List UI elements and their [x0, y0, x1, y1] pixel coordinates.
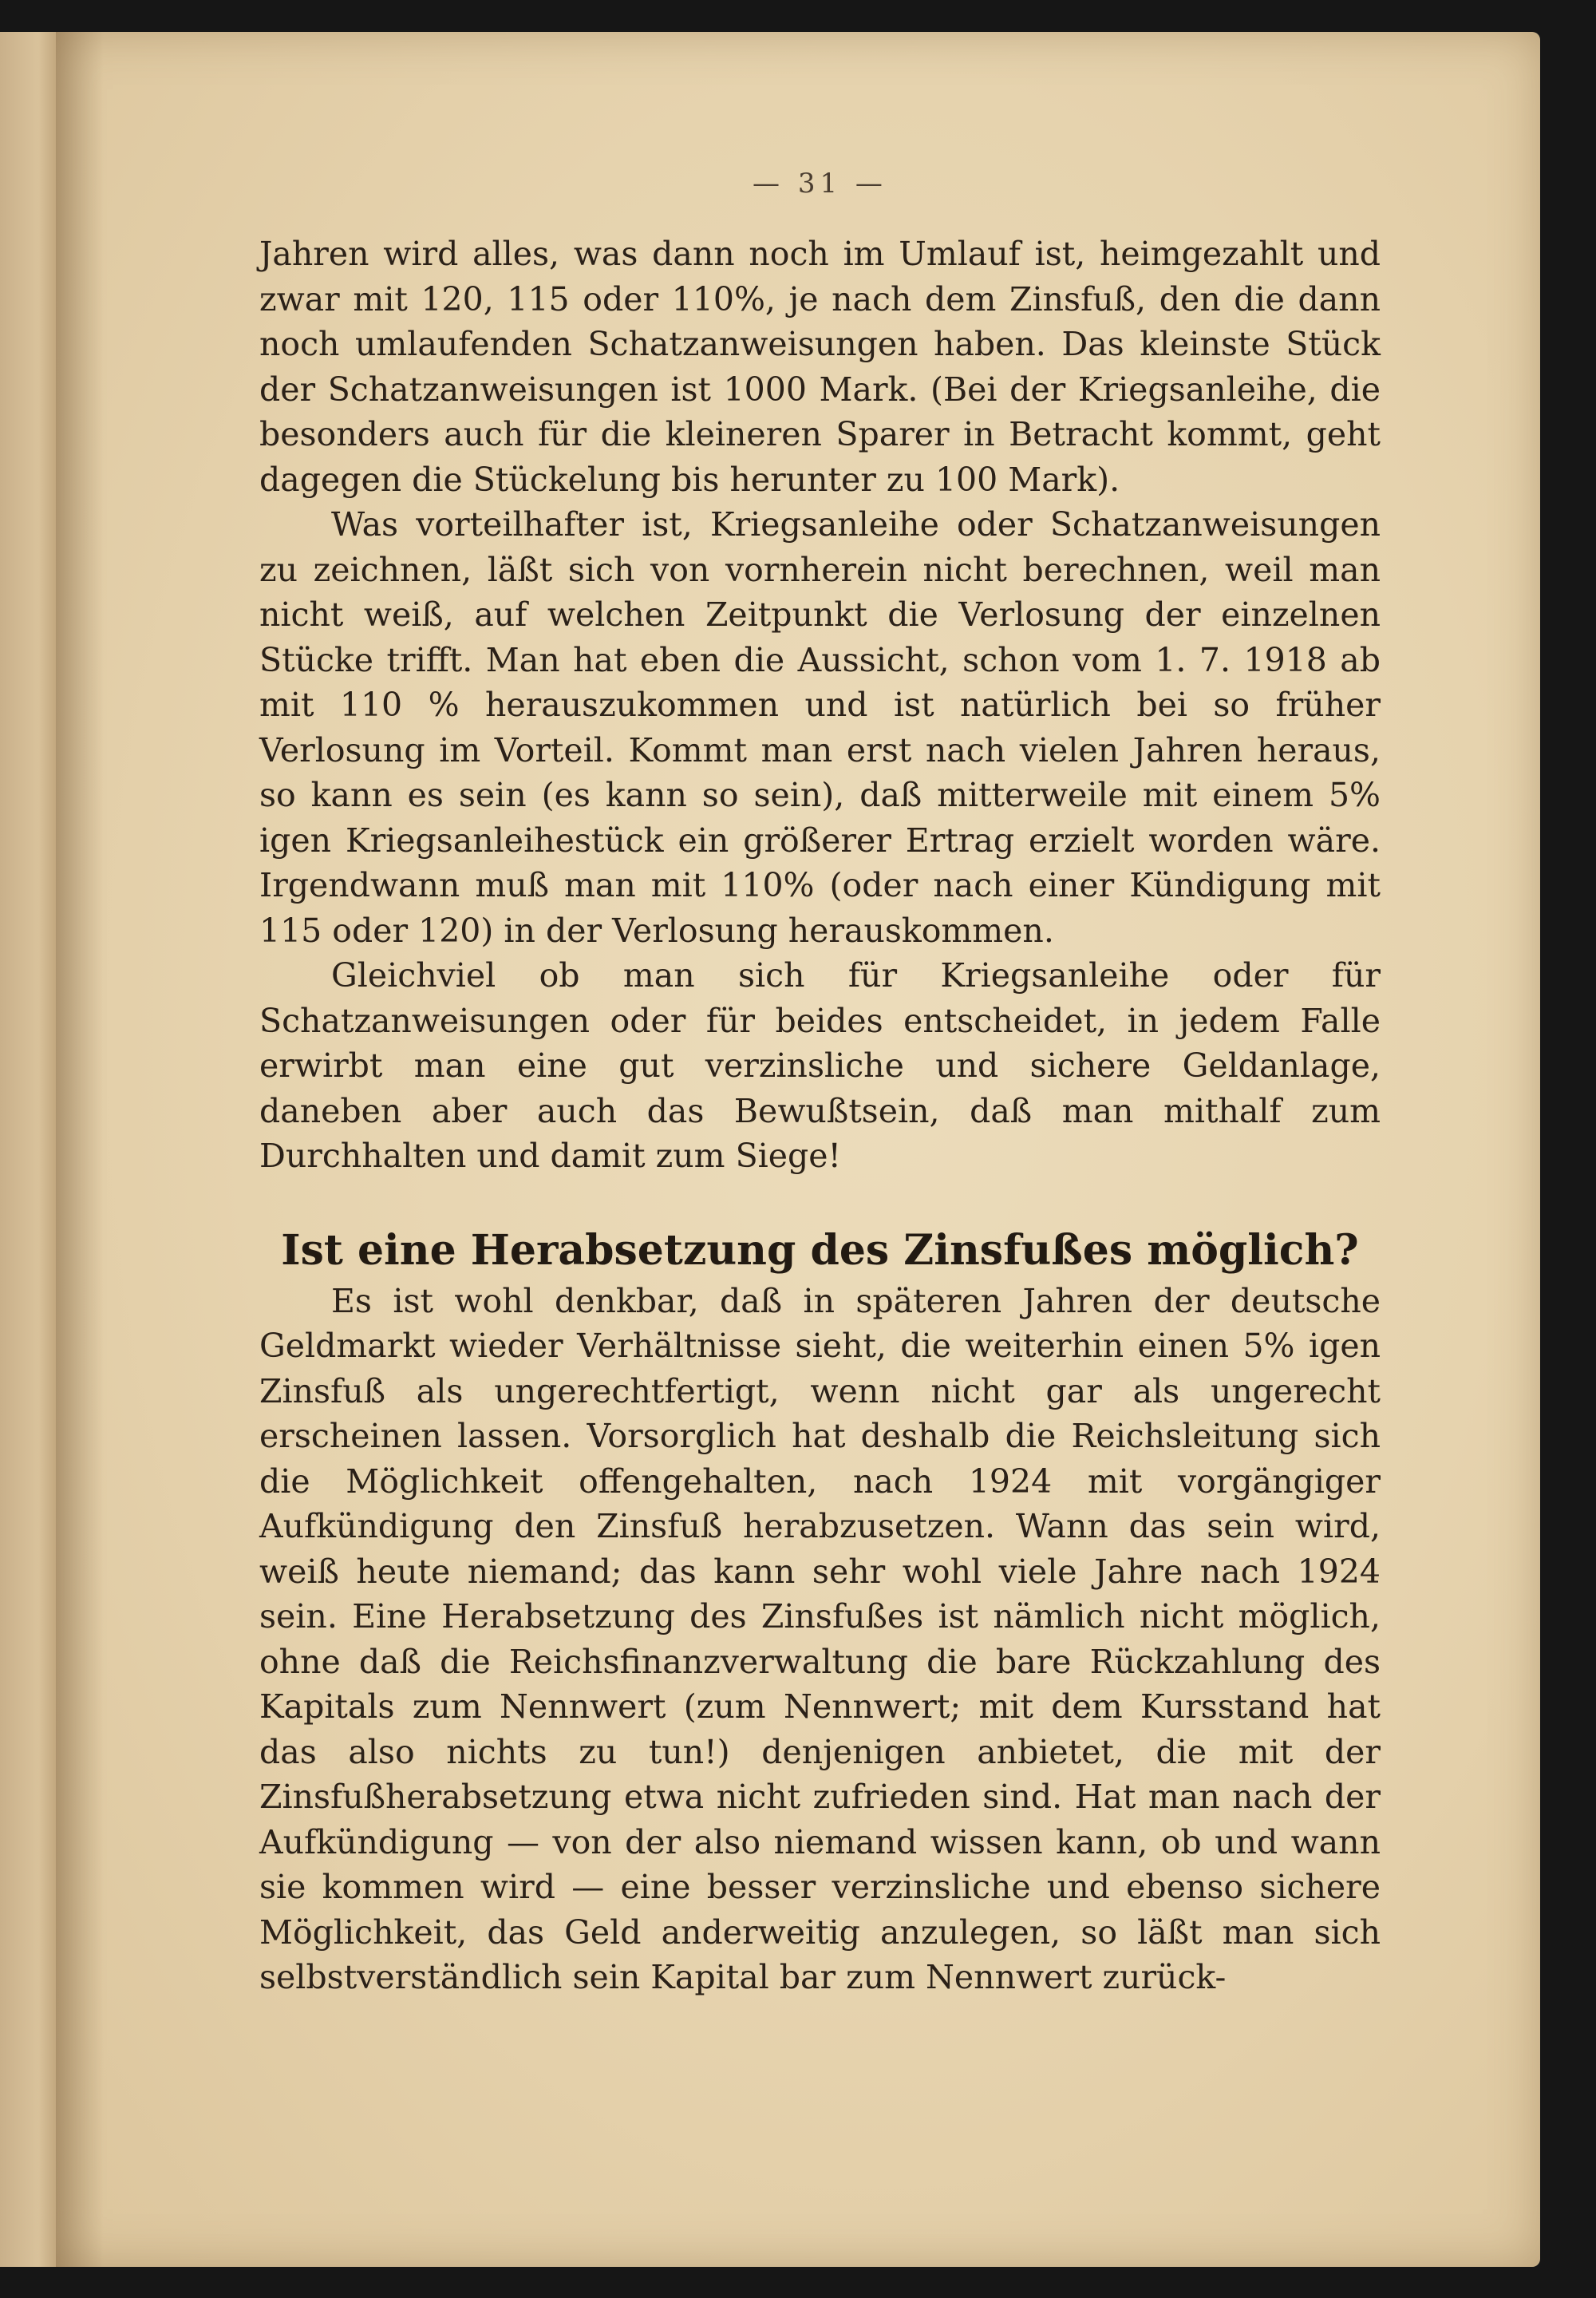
section-heading: Ist eine Herabsetzung des Zinsfußes möglich? — [281, 1225, 1359, 1275]
paragraph-conclusion: Gleichviel ob man sich für Kriegsanleihe oder für Schatzanweisungen oder für beides entscheidet, in jedem Falle erwirbt man eine gut verzinsliche und sichere Geldanlage, daneben aber auch das Bewußtsein, daß man mithalf zum Durchhalten und damit zum Siege! — [259, 956, 1381, 1175]
page-content — [259, 152, 1381, 2000]
book-page — [56, 32, 1540, 2267]
gutter-shadow — [56, 32, 104, 2267]
paragraph-comparison: Was vorteilhafter ist, Kriegsanleihe oder Schatzanweisungen zu zeichnen, läßt sich von vornherein nicht berechnen, weil man nicht weiß, auf welchen Zeitpunkt die Verlosung der einzelnen Stücke trifft. Man hat eben die Aussicht, schon vom 1. 7. 1918 ab mit 110 % herauszukommen und ist natürlich bei so früher Verlosung im Vorteil. Kommt man erst nach vielen Jahren heraus, so kann es sein (es kann so sein), daß mitterweile mit einem 5% igen Kriegsanleihestück ein größerer Ertrag erzielt worden wäre. Irgendwann muß man mit 110% (oder nach einer Kündigung mit 115 oder 120) in der Verlosung herauskommen. — [259, 505, 1381, 950]
paragraph-continuation: Jahren wird alles, was dann noch im Umlauf ist, heimgezahlt und zwar mit 120, 115 oder 110%, je nach dem Zinsfuß, den die dann noch umlaufenden Schatzanweisungen haben. Das kleinste Stück der Schatzanweisungen ist 1000 Mark. (Bei der Kriegsanleihe, die besonders auch für die kleineren Sparer in Betracht kommt, geht dagegen die Stückelung bis herunter zu 100 Mark). — [259, 235, 1381, 499]
page-number: — 31 — — [753, 168, 887, 200]
paragraph-interest-reduction: Es ist wohl denkbar, daß in späteren Jahren der deutsche Geldmarkt wieder Verhältnisse sieht, die weiterhin einen 5% igen Zinsfuß als ungerechtfertigt, wenn nicht gar als ungerecht erscheinen lassen. Vorsorglich hat deshalb die Reichsleitung sich die Möglichkeit offengehalten, nach 1924 mit vorgängiger Aufkündigung den Zinsfuß herabzusetzen. Wann das sein wird, weiß heute niemand; das kann sehr wohl viele Jahre nach 1924 sein. Eine Herabsetzung des Zinsfußes ist nämlich nicht möglich, ohne daß die Reichsfinanzverwaltung die bare Rückzahlung des Kapitals zum Nennwert (zum Nennwert; mit dem Kursstand hat das also nichts zu tun!) denjenigen anbietet, die mit der Zinsfußherabsetzung etwa nicht zufrieden sind. Hat man nach der Aufkündigung — von der also niemand wissen kann, ob und wann sie kommen wird — eine besser verzinsliche und ebenso sichere Möglichkeit, das Geld anderweitig anzulegen, so läßt man sich selbstverständlich sein Kapital bar zum Nennwert zurück- — [259, 1281, 1381, 1996]
